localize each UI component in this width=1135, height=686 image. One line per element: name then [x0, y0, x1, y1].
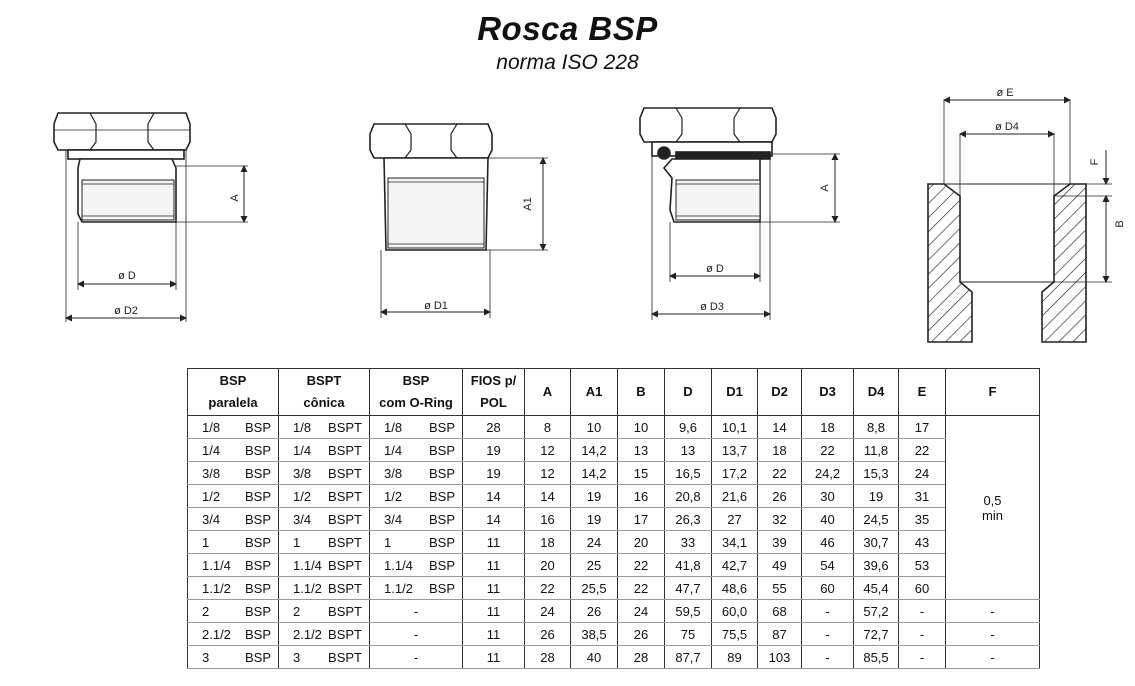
cell-bspt-type: BSPT — [328, 465, 362, 481]
cell-bspt-size: 3/8 — [293, 465, 312, 481]
cell-bspt-size: 1/8 — [293, 419, 312, 435]
cell-d4: 15,3 — [854, 462, 899, 485]
table-row — [188, 623, 1040, 646]
cell-oring: - — [370, 623, 463, 646]
table-row — [188, 416, 1040, 439]
header-bspt-conica: BSPT cônica — [279, 369, 370, 416]
cell-d2: 26 — [758, 485, 802, 508]
cell-bsp-type: BSP — [244, 442, 271, 458]
cell-bspt-pair — [279, 443, 369, 458]
cell-oring-pair — [370, 443, 462, 458]
cell-d1: 17,2 — [712, 462, 758, 485]
cell-bsp-type: BSP — [244, 511, 271, 527]
cell-d3: - — [802, 623, 854, 646]
cell-bsp — [188, 485, 279, 508]
cell-bspt-pair — [279, 581, 369, 596]
cell-oring-type: BSP — [428, 419, 455, 435]
cell-oring — [370, 554, 463, 577]
header-bsp-paralela: BSP paralela — [188, 369, 279, 416]
header-d2: D2 — [758, 369, 802, 416]
cell-bsp — [188, 646, 279, 669]
cell-bspt — [279, 462, 370, 485]
fig-port-cavity — [928, 100, 1112, 342]
cell-d4: 45,4 — [854, 577, 899, 600]
cell-bspt — [279, 646, 370, 669]
cell-d2: 68 — [758, 600, 802, 623]
cell-d3: 60 — [802, 577, 854, 600]
cell-bspt — [279, 623, 370, 646]
cell-bsp-type: BSP — [244, 557, 271, 573]
cell-fios: 11 — [463, 646, 525, 669]
cell-f-merged — [946, 416, 1040, 600]
bsp-thread-table — [187, 368, 1040, 669]
cell-e: 60 — [899, 577, 946, 600]
cell-a1: 19 — [571, 485, 618, 508]
cell-bsp-type: BSP — [244, 488, 271, 504]
table-row — [188, 600, 1040, 623]
cell-bspt-type: BSPT — [328, 649, 362, 665]
cell-b: 22 — [618, 577, 665, 600]
cell-e: 24 — [899, 462, 946, 485]
cell-bsp — [188, 554, 279, 577]
cell-d: 59,5 — [665, 600, 712, 623]
cell-d2: 22 — [758, 462, 802, 485]
cell-bspt-pair — [279, 420, 369, 435]
header-d4: D4 — [854, 369, 899, 416]
cell-a1: 40 — [571, 646, 618, 669]
dim-label-d: ø D — [118, 270, 136, 282]
fig-bsp-parallel — [54, 113, 248, 322]
cell-bspt-pair — [279, 558, 369, 573]
cell-d4: 39,6 — [854, 554, 899, 577]
cell-bspt-size: 1.1/4 — [293, 557, 322, 573]
cell-b: 24 — [618, 600, 665, 623]
fig-bsp-oring — [640, 108, 840, 320]
dim-label-d2: ø D2 — [114, 305, 138, 317]
cell-bsp-size: 1/8 — [202, 419, 221, 435]
cell-oring-pair — [370, 466, 462, 481]
header-e: E — [899, 369, 946, 416]
cell-e: - — [899, 646, 946, 669]
table-row — [188, 577, 1040, 600]
cell-d1: 34,1 — [712, 531, 758, 554]
cell-oring-size: 1/4 — [384, 442, 403, 458]
cell-bsp-type: BSP — [244, 580, 271, 596]
cell-a: 20 — [525, 554, 571, 577]
cell-bspt-pair — [279, 627, 369, 642]
cell-d1: 48,6 — [712, 577, 758, 600]
cell-bspt-pair — [279, 604, 369, 619]
cell-oring — [370, 577, 463, 600]
cell-bsp — [188, 439, 279, 462]
cell-bspt — [279, 554, 370, 577]
cell-oring — [370, 485, 463, 508]
cell-bspt-pair — [279, 512, 369, 527]
cell-b: 17 — [618, 508, 665, 531]
cell-e: 53 — [899, 554, 946, 577]
cell-bspt — [279, 416, 370, 439]
cell-b: 10 — [618, 416, 665, 439]
cell-d3: - — [802, 600, 854, 623]
header-d1: D1 — [712, 369, 758, 416]
cell-d1: 10,1 — [712, 416, 758, 439]
cell-d3: 54 — [802, 554, 854, 577]
cell-d: 13 — [665, 439, 712, 462]
table-row — [188, 508, 1040, 531]
f-value: 0,5 — [983, 492, 1002, 508]
f-unit: min — [982, 507, 1003, 523]
cell-bspt-size: 2 — [293, 603, 301, 619]
cell-oring — [370, 508, 463, 531]
dim-label-d1: ø D1 — [424, 300, 448, 312]
header-a1: A1 — [571, 369, 618, 416]
cell-bspt-pair — [279, 489, 369, 504]
fig-bspt-conical — [370, 124, 548, 318]
cell-bsp — [188, 508, 279, 531]
cell-bspt-size: 1.1/2 — [293, 580, 322, 596]
cell-bspt-size: 1/4 — [293, 442, 312, 458]
cell-d3: 18 — [802, 416, 854, 439]
cell-bspt-type: BSPT — [328, 557, 362, 573]
cell-bspt-size: 3/4 — [293, 511, 312, 527]
cell-oring-size: 3/4 — [384, 511, 403, 527]
cell-bsp-size: 2.1/2 — [202, 626, 231, 642]
cell-a: 24 — [525, 600, 571, 623]
cell-b: 15 — [618, 462, 665, 485]
cell-bsp — [188, 531, 279, 554]
cell-a1: 24 — [571, 531, 618, 554]
cell-bsp-size: 1 — [202, 534, 210, 550]
cell-bsp-type: BSP — [244, 534, 271, 550]
cell-a: 12 — [525, 462, 571, 485]
table-row — [188, 554, 1040, 577]
cell-e: 22 — [899, 439, 946, 462]
cell-b: 13 — [618, 439, 665, 462]
cell-oring — [370, 439, 463, 462]
cell-d4: 57,2 — [854, 600, 899, 623]
page-title: Rosca BSP — [477, 10, 658, 47]
cell-bspt-size: 1/2 — [293, 488, 312, 504]
cell-bsp-pair — [188, 581, 278, 596]
cell-bspt-type: BSPT — [328, 511, 362, 527]
cell-oring-pair — [370, 535, 462, 550]
cell-bsp-pair — [188, 489, 278, 504]
cell-oring-pair — [370, 420, 462, 435]
cell-d2: 39 — [758, 531, 802, 554]
cell-e: 35 — [899, 508, 946, 531]
cell-d: 16,5 — [665, 462, 712, 485]
cell-oring-type: BSP — [428, 580, 455, 596]
header-fios-pol: FIOS p/ POL — [463, 369, 525, 416]
cell-d2: 14 — [758, 416, 802, 439]
cell-d: 41,8 — [665, 554, 712, 577]
cell-b: 26 — [618, 623, 665, 646]
cell-d2: 55 — [758, 577, 802, 600]
cell-b: 22 — [618, 554, 665, 577]
cell-d: 75 — [665, 623, 712, 646]
cell-d1: 21,6 — [712, 485, 758, 508]
dim-label-e: ø E — [996, 87, 1014, 99]
cell-d1: 27 — [712, 508, 758, 531]
cell-d: 20,8 — [665, 485, 712, 508]
cell-bsp-size: 2 — [202, 603, 210, 619]
cell-a1: 14,2 — [571, 439, 618, 462]
cell-bspt-type: BSPT — [328, 534, 362, 550]
cell-d2: 87 — [758, 623, 802, 646]
cell-a: 14 — [525, 485, 571, 508]
cell-bspt-pair — [279, 535, 369, 550]
cell-bspt — [279, 600, 370, 623]
cell-a: 28 — [525, 646, 571, 669]
cell-bspt-type: BSPT — [328, 603, 362, 619]
cell-bsp-type: BSP — [244, 465, 271, 481]
cell-bsp-pair — [188, 627, 278, 642]
cell-bsp-size: 3/4 — [202, 511, 221, 527]
cell-oring-size: 3/8 — [384, 465, 403, 481]
cell-fios: 14 — [463, 508, 525, 531]
header-a: A — [525, 369, 571, 416]
cell-d: 47,7 — [665, 577, 712, 600]
cell-bspt — [279, 508, 370, 531]
cell-fios: 28 — [463, 416, 525, 439]
cell-bsp-pair — [188, 558, 278, 573]
cell-oring-pair — [370, 489, 462, 504]
cell-a1: 10 — [571, 416, 618, 439]
cell-bsp-pair — [188, 512, 278, 527]
cell-fios: 14 — [463, 485, 525, 508]
cell-fios: 11 — [463, 623, 525, 646]
cell-oring-pair — [370, 558, 462, 573]
cell-fios: 11 — [463, 531, 525, 554]
cell-b: 28 — [618, 646, 665, 669]
cell-e: - — [899, 623, 946, 646]
dim-label-a: A — [229, 194, 241, 202]
cell-d4: 8,8 — [854, 416, 899, 439]
cell-bsp-size: 1.1/2 — [202, 580, 231, 596]
cell-bsp-pair — [188, 443, 278, 458]
cell-bsp-size: 1/2 — [202, 488, 221, 504]
cell-d1: 42,7 — [712, 554, 758, 577]
cell-bsp-pair — [188, 535, 278, 550]
cell-f: - — [946, 623, 1040, 646]
cell-bspt-size: 3 — [293, 649, 301, 665]
cell-a1: 25,5 — [571, 577, 618, 600]
cell-a1: 38,5 — [571, 623, 618, 646]
cell-a: 22 — [525, 577, 571, 600]
dim-label-d3: ø D3 — [700, 301, 724, 313]
cell-oring-type: BSP — [428, 488, 455, 504]
cell-oring-size: 1.1/4 — [384, 557, 413, 573]
cell-d4: 85,5 — [854, 646, 899, 669]
cell-bsp-type: BSP — [244, 603, 271, 619]
cell-d1: 60,0 — [712, 600, 758, 623]
table-row — [188, 531, 1040, 554]
dim-label-d4: ø D4 — [995, 121, 1019, 133]
cell-bspt-size: 1 — [293, 534, 301, 550]
cell-bspt — [279, 439, 370, 462]
cell-a: 26 — [525, 623, 571, 646]
cell-fios: 19 — [463, 462, 525, 485]
cell-fios: 11 — [463, 554, 525, 577]
cell-b: 16 — [618, 485, 665, 508]
cell-fios: 11 — [463, 577, 525, 600]
cell-d1: 75,5 — [712, 623, 758, 646]
cell-d1: 13,7 — [712, 439, 758, 462]
cell-oring: - — [370, 600, 463, 623]
cell-b: 20 — [618, 531, 665, 554]
cell-d4: 11,8 — [854, 439, 899, 462]
cell-a1: 26 — [571, 600, 618, 623]
cell-d2: 49 — [758, 554, 802, 577]
cell-d4: 19 — [854, 485, 899, 508]
cell-bspt-type: BSPT — [328, 442, 362, 458]
table-row — [188, 646, 1040, 669]
cell-a: 12 — [525, 439, 571, 462]
cell-bsp-pair — [188, 420, 278, 435]
cell-oring-size: 1.1/2 — [384, 580, 413, 596]
header-d3: D3 — [802, 369, 854, 416]
cell-oring-type: BSP — [428, 557, 455, 573]
cell-oring-type: BSP — [428, 534, 455, 550]
cell-bspt — [279, 531, 370, 554]
cell-bspt — [279, 577, 370, 600]
cell-bsp — [188, 416, 279, 439]
table-row — [188, 485, 1040, 508]
cell-e: 43 — [899, 531, 946, 554]
cell-bsp — [188, 577, 279, 600]
header-bsp-oring: BSP com O-Ring — [370, 369, 463, 416]
cell-oring-type: BSP — [428, 511, 455, 527]
cell-a1: 14,2 — [571, 462, 618, 485]
cell-d2: 32 — [758, 508, 802, 531]
cell-d3: 24,2 — [802, 462, 854, 485]
table-header-row — [188, 369, 1040, 416]
cell-d: 26,3 — [665, 508, 712, 531]
cell-bspt-size: 2.1/2 — [293, 626, 322, 642]
cell-bsp-size: 1/4 — [202, 442, 221, 458]
cell-e: 17 — [899, 416, 946, 439]
cell-oring-size: 1/2 — [384, 488, 403, 504]
cell-oring-size: 1 — [384, 534, 392, 550]
cell-a: 16 — [525, 508, 571, 531]
table-row — [188, 439, 1040, 462]
cell-d3: 46 — [802, 531, 854, 554]
cell-f: - — [946, 646, 1040, 669]
dim-label-d-oring: ø D — [706, 263, 724, 275]
cell-a1: 19 — [571, 508, 618, 531]
header-b: B — [618, 369, 665, 416]
cell-oring — [370, 462, 463, 485]
table-row — [188, 462, 1040, 485]
cell-bsp-pair — [188, 650, 278, 665]
cell-e: 31 — [899, 485, 946, 508]
cell-oring-pair — [370, 512, 462, 527]
cell-e: - — [899, 600, 946, 623]
cell-bsp-size: 3 — [202, 649, 210, 665]
cell-bsp — [188, 462, 279, 485]
cell-bspt-type: BSPT — [328, 419, 362, 435]
cell-d3: 30 — [802, 485, 854, 508]
dim-label-b: B — [1114, 220, 1126, 228]
cell-fios: 11 — [463, 600, 525, 623]
cell-bsp-type: BSP — [244, 649, 271, 665]
cell-d: 33 — [665, 531, 712, 554]
cell-a1: 25 — [571, 554, 618, 577]
cell-bspt-type: BSPT — [328, 488, 362, 504]
page-subtitle: norma ISO 228 — [496, 51, 639, 74]
cell-oring-size: 1/8 — [384, 419, 403, 435]
cell-fios: 19 — [463, 439, 525, 462]
cell-bsp-size: 3/8 — [202, 465, 221, 481]
cell-bsp-size: 1.1/4 — [202, 557, 231, 573]
dim-label-f: F — [1089, 158, 1101, 166]
cell-bspt-pair — [279, 466, 369, 481]
cell-bspt-type: BSPT — [328, 626, 362, 642]
cell-d3: 40 — [802, 508, 854, 531]
cell-f: - — [946, 600, 1040, 623]
cell-bsp-pair — [188, 466, 278, 481]
cell-bsp-type: BSP — [244, 626, 271, 642]
cell-bspt-type: BSPT — [328, 580, 362, 596]
header-d: D — [665, 369, 712, 416]
cell-oring-pair — [370, 581, 462, 596]
cell-d4: 30,7 — [854, 531, 899, 554]
header-f: F — [946, 369, 1040, 416]
cell-bspt — [279, 485, 370, 508]
cell-d: 9,6 — [665, 416, 712, 439]
dim-label-a1: A1 — [522, 197, 534, 211]
cell-bsp — [188, 623, 279, 646]
cell-bsp-type: BSP — [244, 419, 271, 435]
cell-d3: 22 — [802, 439, 854, 462]
cell-d2: 103 — [758, 646, 802, 669]
cell-bsp — [188, 600, 279, 623]
cell-oring — [370, 531, 463, 554]
cell-oring — [370, 416, 463, 439]
cell-oring-type: BSP — [428, 442, 455, 458]
cell-bspt-pair — [279, 650, 369, 665]
cell-oring: - — [370, 646, 463, 669]
dim-label-a-oring: A — [819, 184, 831, 192]
cell-a: 18 — [525, 531, 571, 554]
cell-d2: 18 — [758, 439, 802, 462]
cell-a: 8 — [525, 416, 571, 439]
cell-oring-type: BSP — [428, 465, 455, 481]
cell-d4: 24,5 — [854, 508, 899, 531]
cell-d3: - — [802, 646, 854, 669]
cell-d4: 72,7 — [854, 623, 899, 646]
cell-d: 87,7 — [665, 646, 712, 669]
cell-bsp-pair — [188, 604, 278, 619]
cell-d1: 89 — [712, 646, 758, 669]
